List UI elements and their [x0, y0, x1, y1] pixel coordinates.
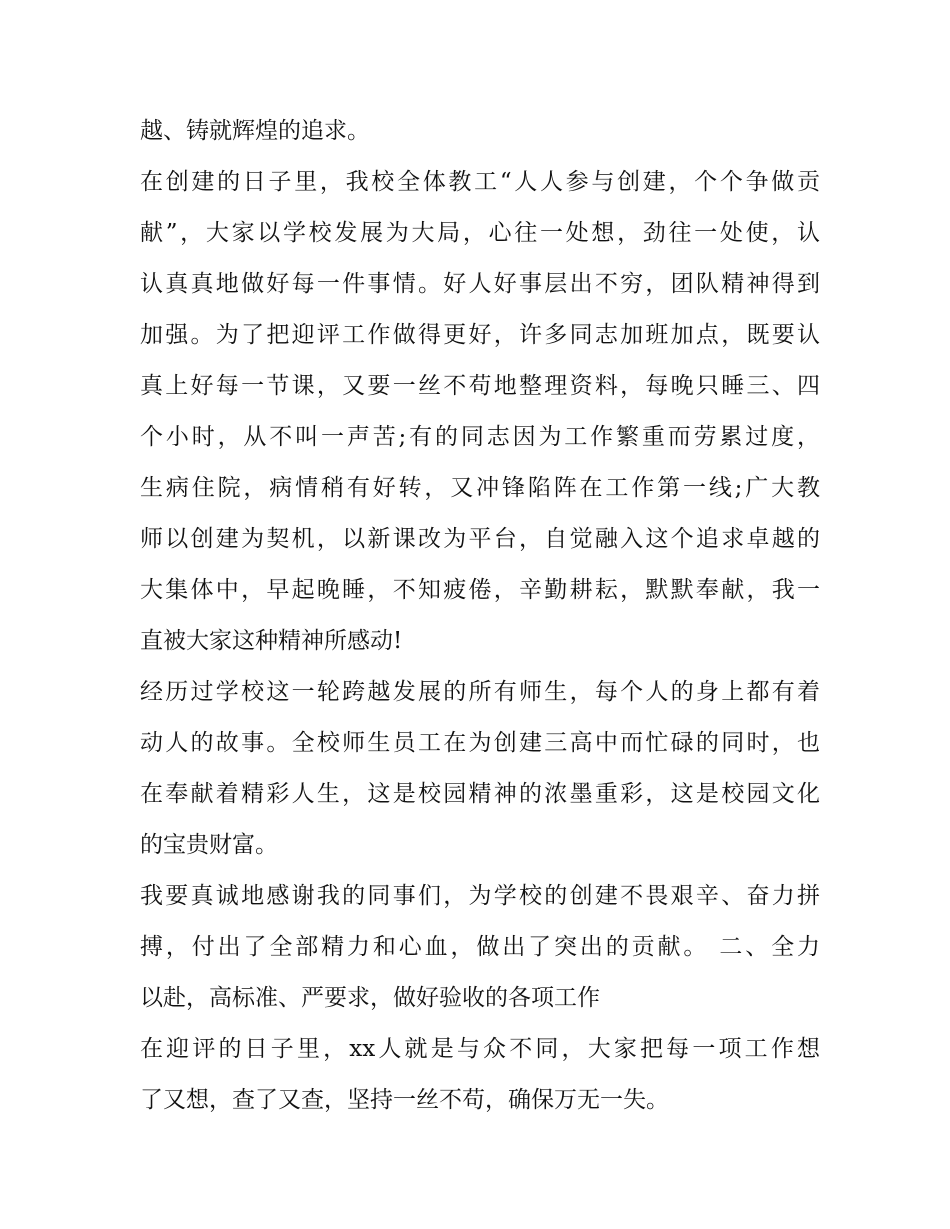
text-line: 献”，大家以学校发展为大局，心往一处想，劲往一处使，认	[140, 220, 820, 246]
text-line: 搏，付出了全部精力和心血，做出了突出的贡献。 二、全力	[140, 934, 820, 960]
text-line: 了又想，查了又查，坚持一丝不苟，确保万无一失。	[140, 1087, 669, 1113]
text-line: 大集体中，早起晚睡，不知疲倦，辛勤耕耘，默默奉献，我一	[140, 577, 820, 603]
text-line: 的宝贵财富。	[140, 832, 278, 858]
section-heading: 以赴，高标准、严要求，做好验收的各项工作	[140, 985, 600, 1011]
text-line: 直被大家这种精神所感动!	[140, 628, 403, 654]
text-line: 在迎评的日子里，xx人就是与众不同，大家把每一项工作想	[140, 1036, 820, 1062]
text-line: 个小时，从不叫一声苦;有的同志因为工作繁重而劳累过度，	[140, 424, 820, 450]
paragraph	[140, 871, 820, 1024]
text-line: 师以创建为契机，以新课改为平台，自觉融入这个追求卓越的	[140, 526, 820, 552]
text-line: 生病住院，病情稍有好转，又冲锋陷阵在工作第一线;广大教	[140, 475, 820, 501]
text-line: 在创建的日子里，我校全体教工“人人参与创建，个个争做贡	[140, 169, 820, 195]
text-line: 我要真诚地感谢我的同事们，为学校的创建不畏艰辛、奋力拼	[140, 883, 820, 909]
document-body	[140, 106, 820, 1126]
text-line: 在奉献着精彩人生，这是校园精神的浓墨重彩，这是校园文化	[140, 781, 820, 807]
text-line: 真上好每一节课，又要一丝不苟地整理资料，每晚只睡三、四	[140, 373, 820, 399]
paragraph	[140, 106, 820, 157]
text-line: 动人的故事。全校师生员工在为创建三高中而忙碌的同时，也	[140, 730, 820, 756]
paragraph	[140, 1024, 820, 1126]
text-line: 加强。为了把迎评工作做得更好，许多同志加班加点，既要认	[140, 322, 820, 348]
text-line: 越、铸就辉煌的追求。	[140, 118, 370, 144]
paragraph	[140, 157, 820, 667]
paragraph	[140, 667, 820, 871]
text-line: 经历过学校这一轮跨越发展的所有师生，每个人的身上都有着	[140, 679, 820, 705]
text-line: 认真真地做好每一件事情。好人好事层出不穷，团队精神得到	[140, 271, 820, 297]
